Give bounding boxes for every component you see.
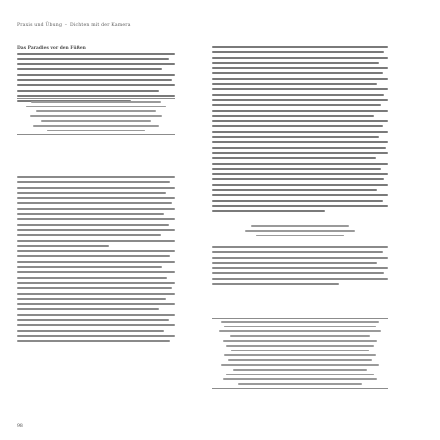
body-text-line <box>212 189 377 191</box>
body-text-line <box>17 261 175 263</box>
poem-line <box>228 359 372 361</box>
body-text-line <box>212 178 384 180</box>
body-text-line <box>212 131 388 133</box>
body-text-line <box>17 319 169 321</box>
body-text-line <box>17 208 175 210</box>
body-text-line <box>17 202 172 204</box>
quote-line <box>251 225 350 227</box>
poem-line <box>226 374 374 376</box>
body-text-line <box>212 163 388 165</box>
body-text-line <box>212 283 339 285</box>
body-text-line <box>17 303 175 305</box>
body-text-line <box>17 176 175 178</box>
quote-line <box>41 120 152 122</box>
article-headline: Das Paradies vor den Füßen <box>17 46 86 51</box>
body-text-line <box>17 63 175 65</box>
body-text-line <box>17 53 175 55</box>
body-text-line <box>17 271 175 273</box>
body-text-line <box>212 62 379 64</box>
body-text-line <box>212 78 388 80</box>
body-text-line <box>212 173 388 175</box>
poem-line <box>223 340 378 342</box>
left-column-intro <box>17 46 175 105</box>
running-header <box>17 23 131 28</box>
body-text-line <box>17 308 159 310</box>
body-text-line <box>212 194 388 196</box>
poem-line <box>230 335 371 337</box>
poem-line <box>226 345 374 347</box>
body-text-line <box>212 168 381 170</box>
quote-line <box>31 101 161 103</box>
poem-line <box>231 350 368 352</box>
body-text-line <box>212 72 383 74</box>
running-header-section: Praxis und Übung <box>17 23 63 28</box>
right-column-top <box>212 46 388 216</box>
body-text-line <box>212 46 388 48</box>
body-text-line <box>212 99 388 101</box>
body-text-line <box>212 272 384 274</box>
quote-line <box>36 110 156 112</box>
body-text-line <box>17 340 170 342</box>
poem-line <box>224 326 375 328</box>
quote-line <box>47 130 145 132</box>
poem-line <box>238 383 361 385</box>
quote-line <box>33 125 159 127</box>
body-text-line <box>17 79 172 81</box>
body-text-line <box>212 125 383 127</box>
body-text-line <box>212 152 388 154</box>
body-text-line <box>212 157 376 159</box>
body-text-line <box>17 58 169 60</box>
body-text-line <box>17 213 164 215</box>
body-text-line <box>17 224 169 226</box>
running-header-separator: – <box>64 23 68 28</box>
body-text-line <box>17 68 162 70</box>
poem-line <box>224 354 375 356</box>
body-text-line <box>212 67 388 69</box>
body-text-line <box>17 335 175 337</box>
body-text-line <box>17 197 175 199</box>
body-text-line <box>212 200 383 202</box>
body-text-line <box>212 104 381 106</box>
body-text-line <box>17 266 162 268</box>
right-column-middle <box>212 246 388 288</box>
body-text-line <box>17 277 167 279</box>
body-text-line <box>212 205 388 207</box>
body-text-line <box>17 234 161 236</box>
poem-rule-bottom <box>212 388 388 389</box>
body-text-line <box>17 293 175 295</box>
right-inset-poem <box>212 318 388 391</box>
body-text-line <box>212 120 388 122</box>
body-text-line <box>17 84 175 86</box>
body-text-line <box>17 192 166 194</box>
body-text-line <box>212 251 383 253</box>
poem-line <box>219 330 381 332</box>
body-text-line <box>17 187 175 189</box>
body-text-line <box>17 250 175 252</box>
body-text-line <box>17 95 175 97</box>
body-text-line <box>17 74 175 76</box>
body-text-line <box>212 267 388 269</box>
poem-line <box>233 369 367 371</box>
body-text-line <box>212 110 388 112</box>
quote-line <box>26 106 165 108</box>
body-text-line <box>212 210 325 212</box>
left-inset-quote <box>17 98 175 137</box>
body-text-line <box>17 314 175 316</box>
body-text-line <box>212 147 386 149</box>
poem-rule-top <box>212 318 388 319</box>
body-text-line <box>17 324 175 326</box>
body-text-line <box>17 255 170 257</box>
body-text-line <box>212 141 388 143</box>
poem-line <box>223 378 378 380</box>
body-text-line <box>212 57 388 59</box>
body-text-line <box>17 218 175 220</box>
running-header-chapter: Dichten mit der Kamera <box>69 23 131 28</box>
body-text-line <box>212 83 377 85</box>
poem-line <box>221 364 379 366</box>
body-text-line <box>212 257 388 259</box>
quote-line <box>245 230 354 232</box>
body-text-line <box>17 90 159 92</box>
quote-line <box>30 115 163 117</box>
body-text-line <box>17 229 175 231</box>
body-text-line <box>17 181 170 183</box>
page-number: 98 <box>17 424 23 429</box>
body-text-line <box>212 94 384 96</box>
poem-line <box>221 321 379 323</box>
quote-rule-bottom <box>17 134 175 135</box>
body-text-line <box>17 282 175 284</box>
body-text-line <box>17 240 175 242</box>
body-text-line <box>212 246 388 248</box>
body-text-line <box>212 262 377 264</box>
body-text-line <box>212 136 379 138</box>
body-text-line <box>212 115 374 117</box>
right-inset-quote <box>212 225 388 239</box>
body-text-line <box>212 278 388 280</box>
body-text-line <box>17 287 172 289</box>
quote-rule-top <box>17 98 175 99</box>
body-text-line <box>212 184 388 186</box>
quote-line <box>256 235 344 237</box>
body-text-line <box>17 245 109 247</box>
body-text-line <box>212 51 384 53</box>
body-text-line <box>17 330 164 332</box>
body-text-line <box>212 88 388 90</box>
left-column-body <box>17 176 175 346</box>
body-text-line <box>17 298 166 300</box>
